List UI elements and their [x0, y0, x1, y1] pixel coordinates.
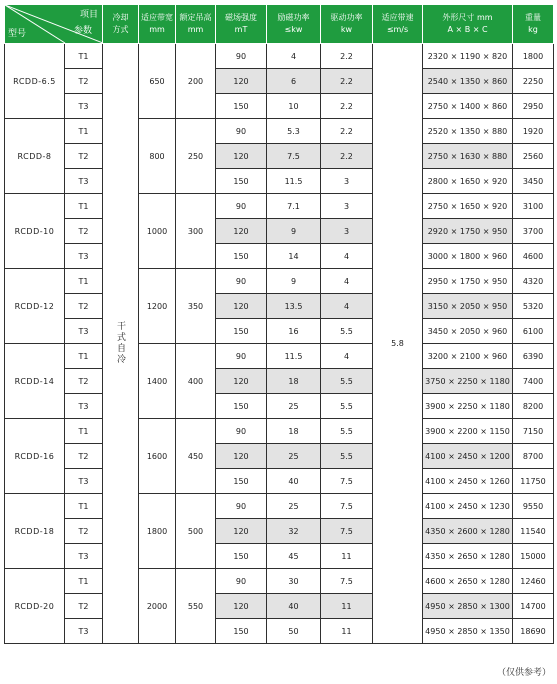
type-cell: T3 [65, 619, 103, 644]
model-cell: RCDD-16 [5, 419, 65, 494]
table-row [5, 544, 554, 569]
lift-height-cell: 550 [176, 569, 216, 644]
excitation-power-cell: 11.5 [267, 169, 321, 194]
excitation-power-cell: 18 [267, 419, 321, 444]
type-cell: T1 [65, 44, 103, 69]
weight-cell: 7400 [513, 369, 554, 394]
header-cooling: 冷却 方式 [103, 5, 139, 44]
type-cell: T2 [65, 294, 103, 319]
field-strength-cell: 150 [216, 544, 267, 569]
lift-height-cell: 500 [176, 494, 216, 569]
type-cell: T2 [65, 219, 103, 244]
drive-power-cell: 4 [321, 344, 373, 369]
drive-power-cell: 7.5 [321, 569, 373, 594]
drive-power-cell: 7.5 [321, 469, 373, 494]
type-cell: T2 [65, 594, 103, 619]
belt-speed-cell: 5.8 [373, 44, 423, 644]
dimensions-cell: 2520 × 1350 × 880 [423, 119, 513, 144]
type-cell: T3 [65, 94, 103, 119]
drive-power-cell: 7.5 [321, 494, 373, 519]
excitation-power-cell: 4 [267, 44, 321, 69]
type-cell: T1 [65, 419, 103, 444]
excitation-power-cell: 45 [267, 544, 321, 569]
drive-power-cell: 5.5 [321, 319, 373, 344]
dimensions-cell: 4950 × 2850 × 1350 [423, 619, 513, 644]
belt-width-cell: 1000 [139, 194, 176, 269]
corner-param-label: 参数 [73, 26, 92, 36]
type-cell: T2 [65, 144, 103, 169]
table-row [5, 569, 554, 594]
table-row [5, 519, 554, 544]
belt-width-cell: 1200 [139, 269, 176, 344]
table-row [5, 194, 554, 219]
excitation-power-cell: 6 [267, 69, 321, 94]
header-dimensions: 外形尺寸 mm A × B × C [423, 5, 513, 44]
weight-cell: 2560 [513, 144, 554, 169]
excitation-power-cell: 18 [267, 369, 321, 394]
type-cell: T1 [65, 119, 103, 144]
drive-power-cell: 11 [321, 594, 373, 619]
field-strength-cell: 90 [216, 194, 267, 219]
header-corner [5, 5, 103, 44]
excitation-power-cell: 40 [267, 594, 321, 619]
excitation-power-cell: 50 [267, 619, 321, 644]
belt-width-cell: 2000 [139, 569, 176, 644]
lift-height-cell: 300 [176, 194, 216, 269]
header-excitation-power: 励磁功率 ≤kw [267, 5, 321, 44]
table-row [5, 294, 554, 319]
reference-note: （仅供参考） [496, 668, 551, 678]
table-row [5, 69, 554, 94]
field-strength-cell: 120 [216, 69, 267, 94]
excitation-power-cell: 11.5 [267, 344, 321, 369]
dimensions-cell: 4100 × 2450 × 1260 [423, 469, 513, 494]
field-strength-cell: 150 [216, 94, 267, 119]
table-row [5, 369, 554, 394]
table-row [5, 344, 554, 369]
header-belt-speed: 适应带速 ≤m/s [373, 5, 423, 44]
table-body [5, 44, 554, 644]
model-cell: RCDD-14 [5, 344, 65, 419]
type-cell: T1 [65, 194, 103, 219]
drive-power-cell: 2.2 [321, 94, 373, 119]
cooling-value: 干式自冷 [115, 320, 125, 365]
belt-width-cell: 1400 [139, 344, 176, 419]
dimensions-cell: 3200 × 2100 × 960 [423, 344, 513, 369]
excitation-power-cell: 9 [267, 269, 321, 294]
dimensions-cell: 3000 × 1800 × 960 [423, 244, 513, 269]
belt-width-cell: 650 [139, 44, 176, 119]
type-cell: T3 [65, 319, 103, 344]
drive-power-cell: 3 [321, 194, 373, 219]
excitation-power-cell: 13.5 [267, 294, 321, 319]
weight-cell: 8700 [513, 444, 554, 469]
type-cell: T3 [65, 469, 103, 494]
weight-cell: 12460 [513, 569, 554, 594]
table-row [5, 169, 554, 194]
table-row [5, 94, 554, 119]
drive-power-cell: 11 [321, 619, 373, 644]
excitation-power-cell: 32 [267, 519, 321, 544]
dimensions-cell: 2800 × 1650 × 920 [423, 169, 513, 194]
table-row [5, 619, 554, 644]
weight-cell: 4600 [513, 244, 554, 269]
dimensions-cell: 4350 × 2600 × 1280 [423, 519, 513, 544]
type-cell: T1 [65, 269, 103, 294]
excitation-power-cell: 7.5 [267, 144, 321, 169]
model-cell: RCDD-18 [5, 494, 65, 569]
header-lift-height: 额定吊高 mm [176, 5, 216, 44]
dimensions-cell: 4350 × 2650 × 1280 [423, 544, 513, 569]
weight-cell: 14700 [513, 594, 554, 619]
header-weight: 重量 kg [513, 5, 554, 44]
type-cell: T2 [65, 69, 103, 94]
weight-cell: 1800 [513, 44, 554, 69]
field-strength-cell: 120 [216, 594, 267, 619]
excitation-power-cell: 25 [267, 494, 321, 519]
type-cell: T3 [65, 394, 103, 419]
weight-cell: 3700 [513, 219, 554, 244]
table-row [5, 594, 554, 619]
cooling-cell [103, 44, 139, 644]
dimensions-cell: 2920 × 1750 × 950 [423, 219, 513, 244]
drive-power-cell: 2.2 [321, 69, 373, 94]
drive-power-cell: 2.2 [321, 144, 373, 169]
table-row [5, 144, 554, 169]
dimensions-cell: 3450 × 2050 × 960 [423, 319, 513, 344]
dimensions-cell: 4950 × 2850 × 1300 [423, 594, 513, 619]
table-row [5, 394, 554, 419]
field-strength-cell: 120 [216, 294, 267, 319]
field-strength-cell: 90 [216, 44, 267, 69]
excitation-power-cell: 14 [267, 244, 321, 269]
drive-power-cell: 2.2 [321, 119, 373, 144]
type-cell: T1 [65, 344, 103, 369]
dimensions-cell: 2750 × 1630 × 880 [423, 144, 513, 169]
dimensions-cell: 2750 × 1650 × 920 [423, 194, 513, 219]
type-cell: T3 [65, 244, 103, 269]
table-row [5, 444, 554, 469]
drive-power-cell: 5.5 [321, 369, 373, 394]
weight-cell: 2950 [513, 94, 554, 119]
table-row [5, 269, 554, 294]
type-cell: T2 [65, 519, 103, 544]
drive-power-cell: 11 [321, 544, 373, 569]
model-cell: RCDD-8 [5, 119, 65, 194]
type-cell: T1 [65, 494, 103, 519]
drive-power-cell: 7.5 [321, 519, 373, 544]
type-cell: T3 [65, 544, 103, 569]
excitation-power-cell: 40 [267, 469, 321, 494]
dimensions-cell: 3900 × 2200 × 1150 [423, 419, 513, 444]
model-cell: RCDD-20 [5, 569, 65, 644]
model-cell: RCDD-12 [5, 269, 65, 344]
type-cell: T2 [65, 444, 103, 469]
lift-height-cell: 400 [176, 344, 216, 419]
spec-table [4, 4, 554, 644]
table-row [5, 494, 554, 519]
dimensions-cell: 2320 × 1190 × 820 [423, 44, 513, 69]
weight-cell: 8200 [513, 394, 554, 419]
corner-model-label: 型号 [8, 29, 27, 39]
field-strength-cell: 90 [216, 569, 267, 594]
table-row [5, 419, 554, 444]
lift-height-cell: 350 [176, 269, 216, 344]
model-cell: RCDD-6.5 [5, 44, 65, 119]
field-strength-cell: 150 [216, 169, 267, 194]
weight-cell: 15000 [513, 544, 554, 569]
field-strength-cell: 90 [216, 119, 267, 144]
field-strength-cell: 90 [216, 269, 267, 294]
drive-power-cell: 4 [321, 244, 373, 269]
dimensions-cell: 2750 × 1400 × 860 [423, 94, 513, 119]
weight-cell: 7150 [513, 419, 554, 444]
excitation-power-cell: 7.1 [267, 194, 321, 219]
drive-power-cell: 2.2 [321, 44, 373, 69]
drive-power-cell: 4 [321, 269, 373, 294]
weight-cell: 6390 [513, 344, 554, 369]
dimensions-cell: 2540 × 1350 × 860 [423, 69, 513, 94]
table-row [5, 319, 554, 344]
field-strength-cell: 120 [216, 144, 267, 169]
lift-height-cell: 200 [176, 44, 216, 119]
type-cell: T1 [65, 569, 103, 594]
excitation-power-cell: 25 [267, 444, 321, 469]
field-strength-cell: 120 [216, 369, 267, 394]
field-strength-cell: 90 [216, 494, 267, 519]
belt-width-cell: 1800 [139, 494, 176, 569]
dimensions-cell: 4600 × 2650 × 1280 [423, 569, 513, 594]
field-strength-cell: 150 [216, 244, 267, 269]
weight-cell: 6100 [513, 319, 554, 344]
header-field-strength: 磁场强度 mT [216, 5, 267, 44]
weight-cell: 5320 [513, 294, 554, 319]
field-strength-cell: 90 [216, 419, 267, 444]
field-strength-cell: 150 [216, 394, 267, 419]
header-belt-width: 适应带宽 mm [139, 5, 176, 44]
field-strength-cell: 150 [216, 469, 267, 494]
dimensions-cell: 3150 × 2050 × 950 [423, 294, 513, 319]
weight-cell: 11750 [513, 469, 554, 494]
weight-cell: 11540 [513, 519, 554, 544]
table-row [5, 119, 554, 144]
weight-cell: 1920 [513, 119, 554, 144]
field-strength-cell: 120 [216, 219, 267, 244]
weight-cell: 9550 [513, 494, 554, 519]
dimensions-cell: 2950 × 1750 × 950 [423, 269, 513, 294]
weight-cell: 3100 [513, 194, 554, 219]
table-row [5, 244, 554, 269]
dimensions-cell: 3900 × 2250 × 1180 [423, 394, 513, 419]
table-row [5, 44, 554, 69]
drive-power-cell: 5.5 [321, 444, 373, 469]
weight-cell: 18690 [513, 619, 554, 644]
corner-item-label: 项目 [79, 10, 98, 20]
belt-width-cell: 1600 [139, 419, 176, 494]
table-row [5, 469, 554, 494]
table-header [5, 5, 554, 44]
excitation-power-cell: 9 [267, 219, 321, 244]
type-cell: T2 [65, 369, 103, 394]
belt-width-cell: 800 [139, 119, 176, 194]
drive-power-cell: 4 [321, 294, 373, 319]
excitation-power-cell: 16 [267, 319, 321, 344]
model-cell: RCDD-10 [5, 194, 65, 269]
excitation-power-cell: 25 [267, 394, 321, 419]
drive-power-cell: 3 [321, 169, 373, 194]
weight-cell: 4320 [513, 269, 554, 294]
weight-cell: 2250 [513, 69, 554, 94]
dimensions-cell: 4100 × 2450 × 1230 [423, 494, 513, 519]
lift-height-cell: 450 [176, 419, 216, 494]
header-drive-power: 驱动功率 kw [321, 5, 373, 44]
weight-cell: 3450 [513, 169, 554, 194]
drive-power-cell: 3 [321, 219, 373, 244]
drive-power-cell: 5.5 [321, 394, 373, 419]
field-strength-cell: 90 [216, 344, 267, 369]
field-strength-cell: 120 [216, 444, 267, 469]
dimensions-cell: 4100 × 2450 × 1200 [423, 444, 513, 469]
field-strength-cell: 150 [216, 319, 267, 344]
lift-height-cell: 250 [176, 119, 216, 194]
excitation-power-cell: 5.3 [267, 119, 321, 144]
field-strength-cell: 120 [216, 519, 267, 544]
dimensions-cell: 3750 × 2250 × 1180 [423, 369, 513, 394]
table-row [5, 219, 554, 244]
excitation-power-cell: 30 [267, 569, 321, 594]
field-strength-cell: 150 [216, 619, 267, 644]
drive-power-cell: 5.5 [321, 419, 373, 444]
type-cell: T3 [65, 169, 103, 194]
excitation-power-cell: 10 [267, 94, 321, 119]
